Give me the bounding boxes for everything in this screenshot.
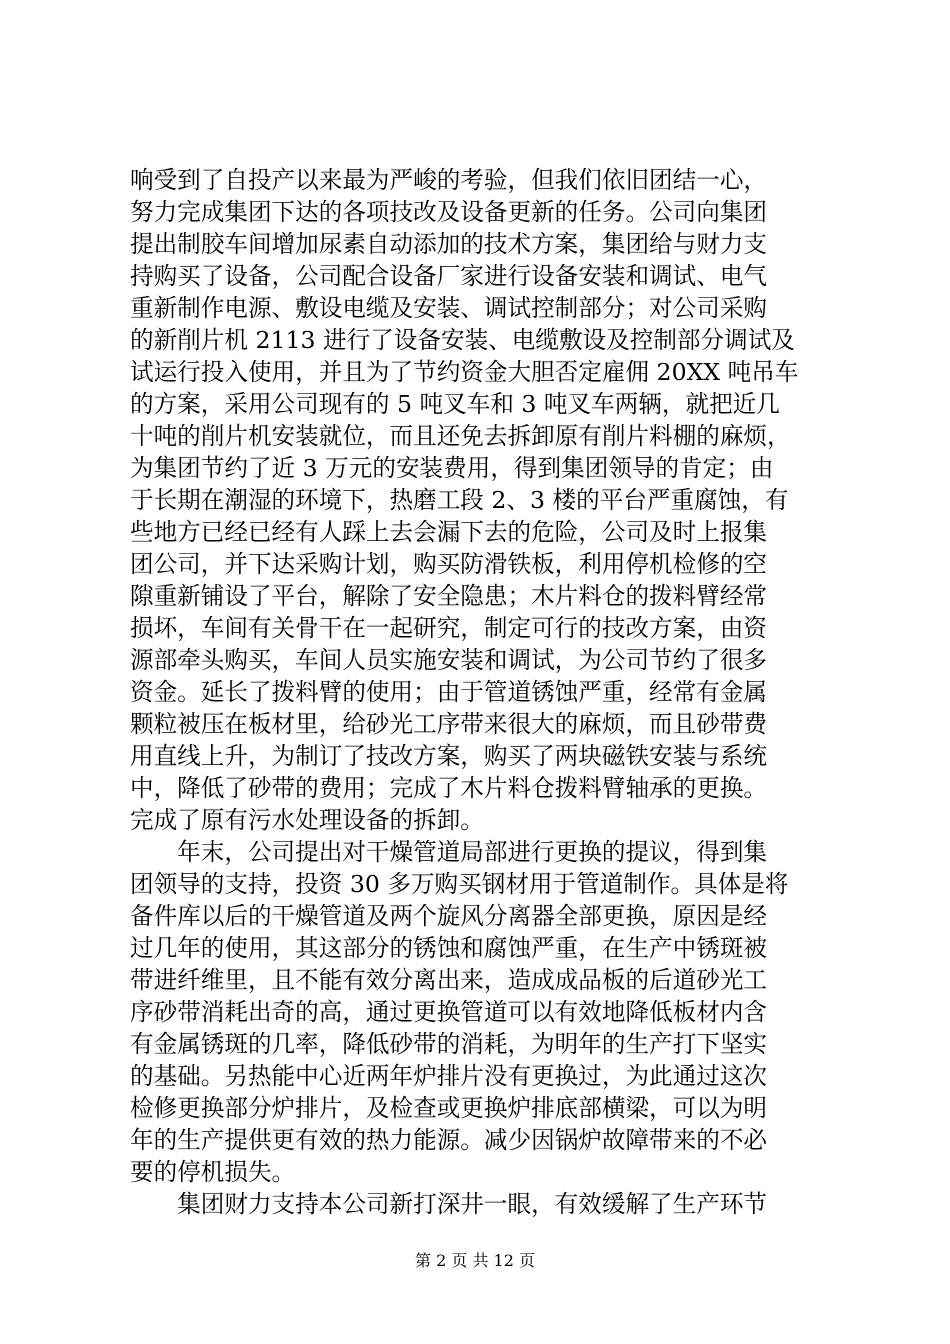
text-line: 些地方已经已经有人踩上去会漏下去的危险，公司及时上报集 (130, 518, 768, 546)
text-line: 十吨的削片机安装就位，而且还免去拆卸原有削片料棚的麻烦， (130, 422, 791, 450)
text-line: 年的生产提供更有效的热力能源。减少因锅炉故障带来的不必 (130, 1126, 768, 1154)
page-footer: 第 2 页 共 12 页 (415, 1251, 535, 1270)
text-line: 资金。延长了拨料臂的使用；由于管道锈蚀严重，经常有金属 (130, 678, 768, 706)
text-line: 要的停机损失。 (130, 1158, 296, 1186)
text-line: 有金属锈斑的几率，降低砂带的消耗，为明年的生产打下坚实 (130, 1030, 768, 1058)
text-line: 重新制作电源、敷设电缆及安装、调试控制部分；对公司采购 (130, 294, 768, 322)
text-line: 带进纤维里，且不能有效分离出来，造成成品板的后道砂光工 (130, 966, 768, 994)
text-line: 响受到了自投产以来最为严峻的考验，但我们依旧团结一心， (130, 166, 768, 194)
body-text (130, 164, 830, 1220)
text-line: 的方案，采用公司现有的 5 吨叉车和 3 吨叉车两辆，就把近几 (130, 390, 780, 418)
text-line: 的基础。另热能中心近两年炉排片没有更换过，为此通过这次 (130, 1062, 768, 1090)
text-line: 为集团节约了近 3 万元的安装费用，得到集团领导的肯定；由 (130, 454, 774, 482)
text-line: 颗粒被压在板材里，给砂光工序带来很大的麻烦，而且砂带费 (130, 710, 768, 738)
text-line: 中，降低了砂带的费用；完成了木片料仓拨料臂轴承的更换。 (130, 774, 768, 802)
text-line: 集团财力支持本公司新打深井一眼，有效缓解了生产环节 (130, 1190, 768, 1218)
text-line: 完成了原有污水处理设备的拆卸。 (130, 806, 484, 834)
text-line: 过几年的使用，其这部分的锈蚀和腐蚀严重，在生产中锈斑被 (130, 934, 768, 962)
text-line: 损坏，车间有关骨干在一起研究，制定可行的技改方案，由资 (130, 614, 768, 642)
text-line: 序砂带消耗出奇的高，通过更换管道可以有效地降低板材内含 (130, 998, 768, 1026)
text-line: 检修更换部分炉排片，及检查或更换炉排底部横梁，可以为明 (130, 1094, 768, 1122)
text-line: 提出制胶车间增加尿素自动添加的技术方案，集团给与财力支 (130, 230, 768, 258)
text-line: 的新削片机 2113 进行了设备安装、电缆敷设及控制部分调试及 (130, 326, 795, 354)
text-line: 团公司，并下达采购计划，购买防滑铁板，利用停机检修的空 (130, 550, 768, 578)
text-line: 源部牵头购买，车间人员实施安装和调试，为公司节约了很多 (130, 646, 768, 674)
text-line: 隙重新铺设了平台，解除了安全隐患；木片料仓的拨料臂经常 (130, 582, 768, 610)
text-line: 试运行投入使用，并且为了节约资金大胆否定雇佣 20XX 吨吊车 (130, 358, 799, 386)
text-line: 年末，公司提出对干燥管道局部进行更换的提议，得到集 (130, 838, 768, 866)
text-line: 用直线上升，为制订了技改方案，购买了两块磁铁安装与系统 (130, 742, 768, 770)
text-line: 备件库以后的干燥管道及两个旋风分离器全部更换，原因是经 (130, 902, 768, 930)
text-line: 于长期在潮湿的环境下，热磨工段 2、3 楼的平台严重腐蚀，有 (130, 486, 789, 514)
text-line: 持购买了设备，公司配合设备厂家进行设备安装和调试、电气 (130, 262, 768, 290)
text-line: 团领导的支持，投资 30 多万购买钢材用于管道制作。具体是将 (130, 870, 789, 898)
text-line: 努力完成集团下达的各项技改及设备更新的任务。公司向集团 (130, 198, 768, 226)
